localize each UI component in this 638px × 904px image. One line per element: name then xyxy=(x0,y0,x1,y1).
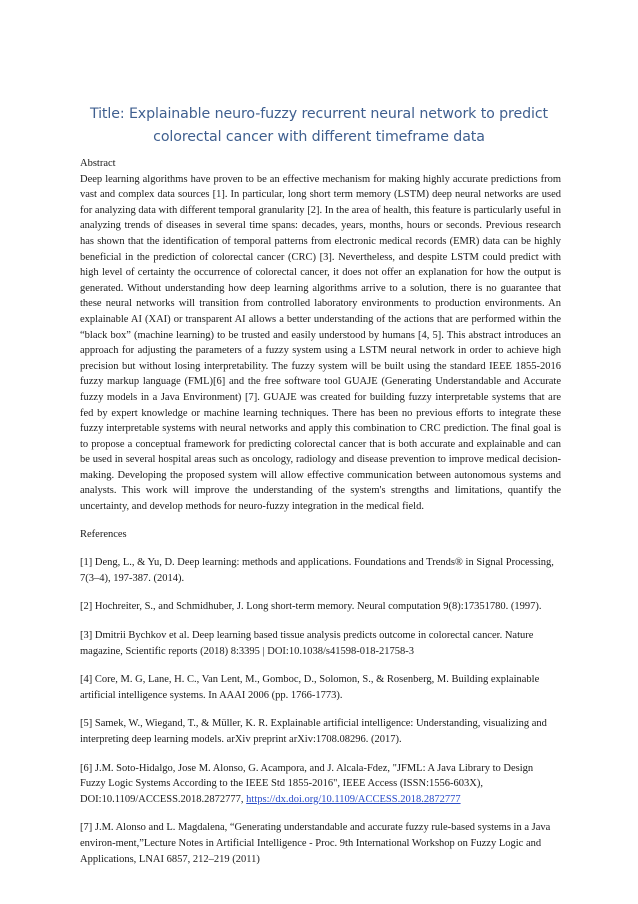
abstract-heading: Abstract xyxy=(80,158,116,169)
reference-item xyxy=(80,599,561,615)
page-title: Title: Explainable neuro-fuzzy recurrent neural network to predict colorectal cancer with different timeframe data xyxy=(89,106,549,145)
reference-text: [6] J.M. Soto-Hidalgo, Jose M. Alonso, G. Acampora, and J. Alcala-Fdez, "JFML: A Java Library to Design Fuzzy Logic Systems According to the IEEE Std 1855-2016", IEEE Access (ISSN:1556-603X), DOI:10.1109/ACCESS.2018.2872777, xyxy=(80,762,534,805)
reference-item xyxy=(80,628,561,659)
reference-text: [7] J.M. Alonso and L. Magdalena, “Generating understandable and accurate fuzzy rule-based systems in a Java environ-ment,”Lecture Notes in Artificial Intelligence - Proc. 9th International Workshop on Fuzzy Logic and Applications, LNAI 6857, 212–219 (2011) xyxy=(80,822,551,865)
reference-item xyxy=(80,672,561,703)
references-heading: References xyxy=(80,528,127,540)
reference-text: [5] Samek, W., Wiegand, T., & Müller, K. R. Explainable artificial intelligence: Understanding, visualizing and interpreting deep learning models. arXiv preprint arXiv:1708.08296. (2017). xyxy=(80,718,547,745)
reference-item xyxy=(80,555,561,586)
reference-item xyxy=(80,761,561,808)
document-body xyxy=(80,156,561,867)
reference-text: [3] Dmitrii Bychkov et al. Deep learning based tissue analysis predicts outcome in colorectal cancer. Nature magazine, Scientific reports (2018) 8:3395 | DOI:10.1038/s41598-018-21758-3 xyxy=(80,630,534,657)
abstract-paragraph: Deep learning algorithms have proven to be an effective mechanism for making highly accurate predictions from vast and complex data sources [1]. In particular, long short term memory (LSTM) deep neural networks are used for analyzing data with different temporal granularity [2]. In the area of health, this feature is particularly useful in analyzing trends of diseases in several time spans: decades, years, months, hours or seconds. Previous research has shown that the identification of temporal patterns from electronic medical records (EMR) data can be highly beneficial in the prediction of colorectal cancer (CRC) [3]. Nevertheless, and despite LSTM could predict with high level of certainty the occurrence of colorectal cancer, it does not offer an explanation for how the output is generated. Without understanding how deep learning algorithms arrive to a solution, there is no guarantee that these neural networks will transition from controlled laboratory environments to production environments. An explainable AI (XAI) or transparent AI allows a better understanding of the actions that are performed within the “black box” (machine learning) to be trusted and easily understood by humans [4, 5]. This abstract introduces an approach for adjusting the parameters of a fuzzy system using a LSTM neural network in order to achieve high precision but without losing interpretability. The fuzzy system will be built using the standard IEEE 1855-2016 fuzzy markup language (FML)[6] and the free software tool GUAJE (Generating Understandable and Accurate fuzzy models in a Java Environment) [7]. GUAJE was created for building fuzzy interpretable systems that are fed by expert knowledge or machine learning techniques. There has been no previous efforts to integrate these fuzzy interpretable systems with neural networks and apply this combination to CRC prediction. The final goal is to propose a conceptual framework for predicting colorectal cancer that is both accurate and explainable and can be used in several hospital areas such as oncology, radiology and disease prevention to improve medical decision-making. Developing the proposed system will allow effective communication between autonomous systems and analysts. This work will improve the understanding of the system's strengths and limitations, quantify the uncertainty, and develop methods for neuro-fuzzy integration in the medical field. xyxy=(80,173,561,513)
reference-text: [4] Core, M. G, Lane, H. C., Van Lent, M., Gomboc, D., Solomon, S., & Rosenberg, M. Building explainable artificial intelligence systems. In AAAI 2006 (pp. 1766-1773). xyxy=(80,674,540,701)
reference-text: [1] Deng, L., & Yu, D. Deep learning: methods and applications. Foundations and Trends® in Signal Processing, 7(3–4), 197-387. (2014). xyxy=(80,557,554,584)
reference-item xyxy=(80,716,561,747)
reference-item xyxy=(80,820,561,867)
doi-link[interactable]: https://dx.doi.org/10.1109/ACCESS.2018.2872777 xyxy=(246,793,461,805)
reference-text: [2] Hochreiter, S., and Schmidhuber, J. Long short-term memory. Neural computation 9(8):17351780. (1997). xyxy=(80,601,542,613)
